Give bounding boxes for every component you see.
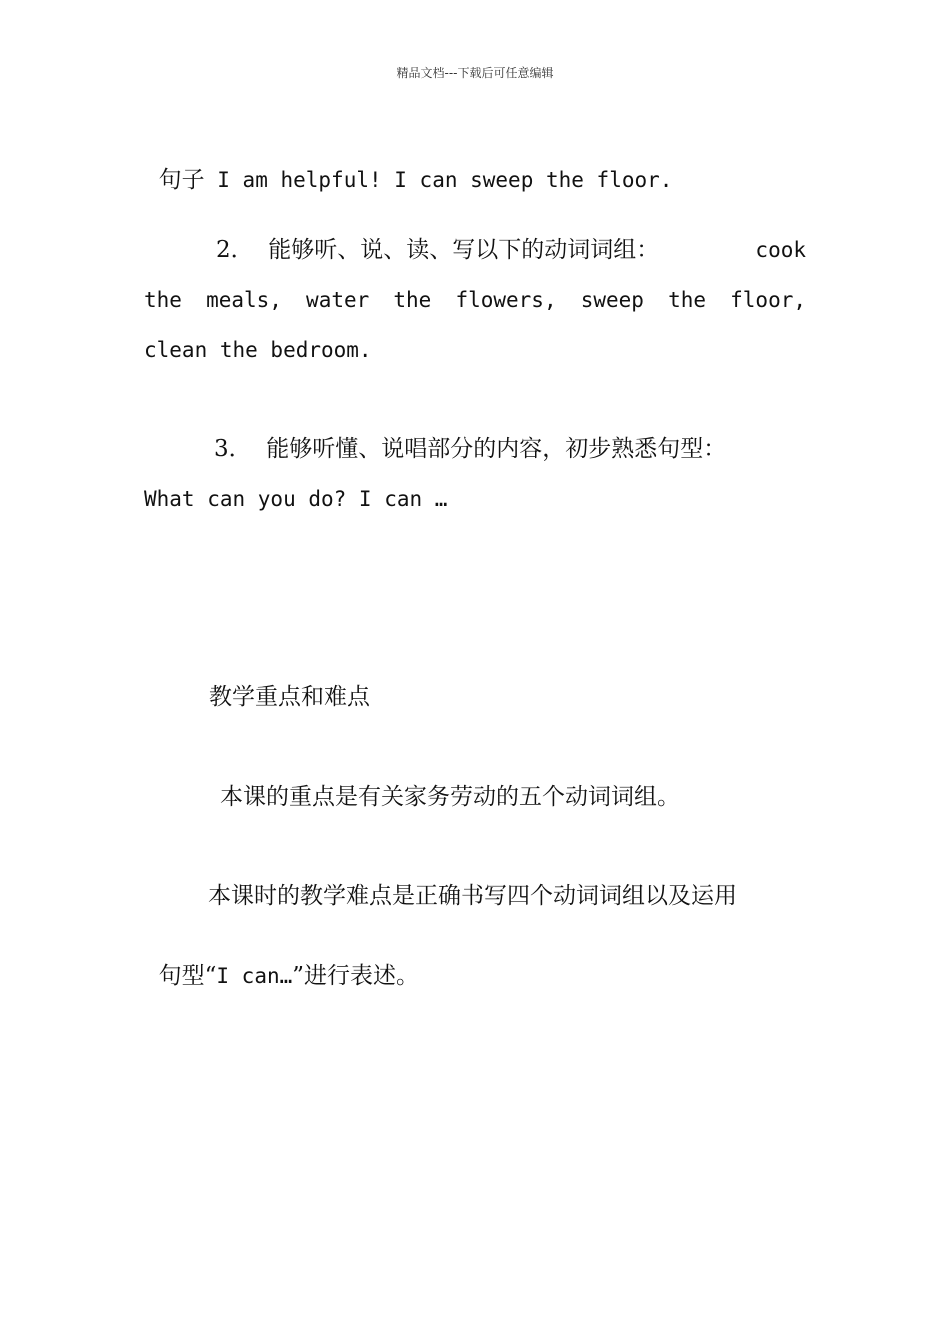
- item-2-line-1: [144, 235, 806, 265]
- page-header: 精品文档---下载后可任意编辑: [396, 66, 554, 80]
- item-2-line-2: [144, 285, 806, 315]
- word: flowers,: [455, 288, 557, 312]
- difficulty-zh-2: ”进行表述。: [292, 963, 420, 989]
- word: the: [144, 288, 182, 312]
- word: water: [306, 288, 370, 312]
- difficulty-zh-1: 句型“: [158, 963, 217, 989]
- word: floor,: [730, 288, 806, 312]
- item-2-cook: cook: [755, 238, 806, 262]
- section-title: 教学重点和难点: [209, 684, 370, 710]
- sentence-line: [144, 135, 672, 195]
- difficulty-line-1: 本课时的教学难点是正确书写四个动词词组以及运用: [208, 883, 737, 909]
- sentence-zh: 句子: [158, 167, 205, 193]
- difficulty-line-2: [144, 931, 419, 991]
- sentence-en: I am helpful! I can sweep the floor.: [204, 168, 673, 192]
- word: meals,: [206, 288, 282, 312]
- item-3-line-1: 3． 能够听懂、说唱部分的内容，初步熟悉句型：: [214, 436, 727, 462]
- item-2-line-3: clean the bedroom.: [144, 338, 372, 362]
- focus-paragraph: 本课的重点是有关家务劳动的五个动词词组。: [220, 784, 680, 810]
- word: the: [393, 288, 432, 312]
- item-3-line-2: What can you do? I can …: [144, 487, 448, 511]
- word: sweep: [580, 288, 644, 312]
- difficulty-en: I can…: [216, 964, 293, 988]
- word: the: [668, 288, 707, 312]
- item-2-prefix: 2． 能够听、说、读、写以下的动词词组：: [216, 237, 660, 263]
